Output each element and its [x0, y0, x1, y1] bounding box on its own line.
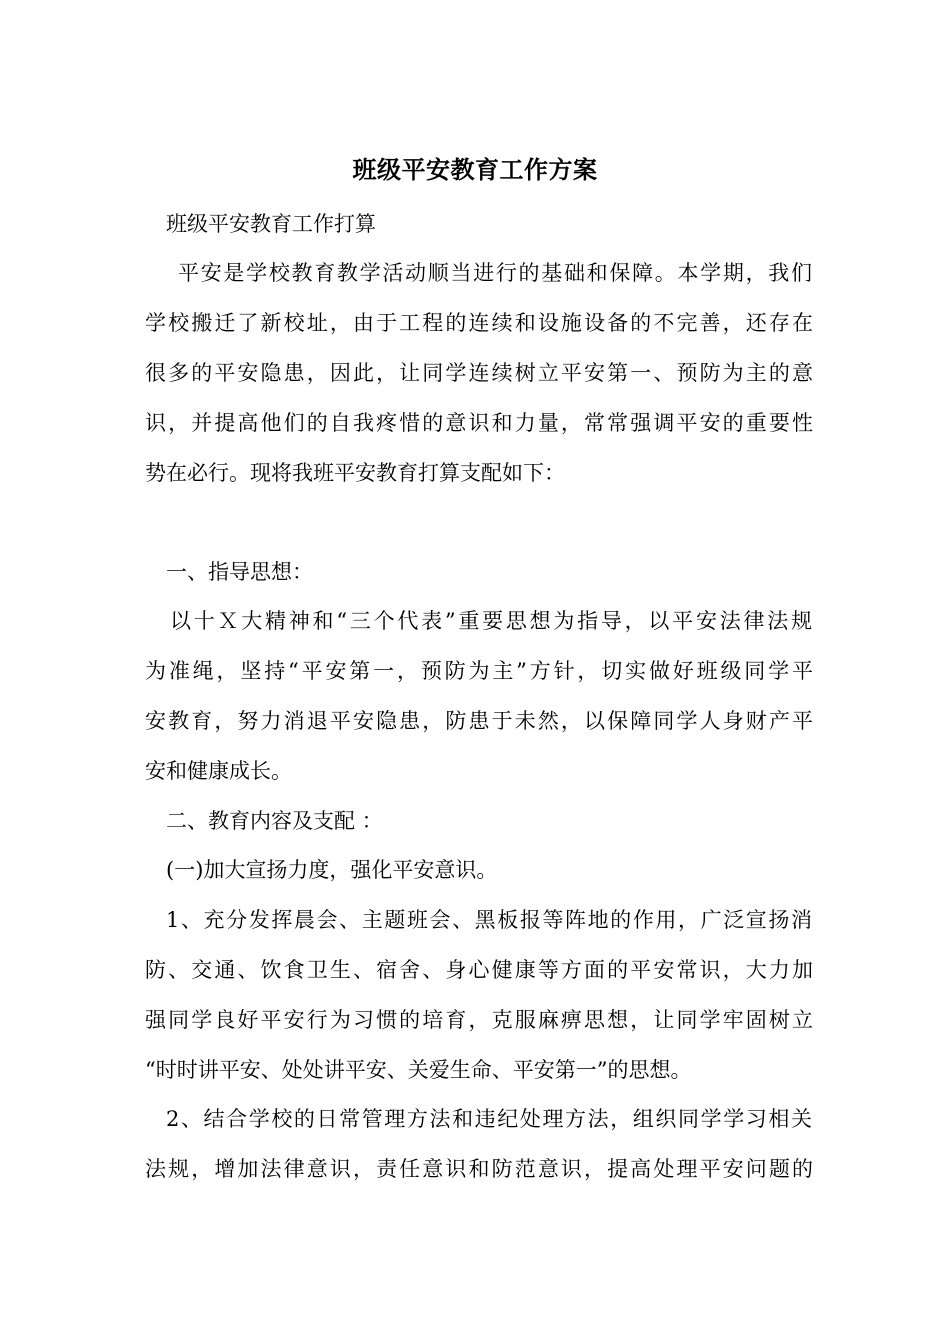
paragraph-line: 很多的平安隐患，因此，让同学连续树立平安第一、预防为主的意 — [145, 361, 813, 385]
section-heading: 二、教育内容及支配 ： — [166, 809, 383, 833]
paragraph-line: 防、交通、饮食卫生、宿舍、身心健康等方面的平安常识，大力加 — [145, 958, 813, 982]
paragraph-line: 识，并提高他们的自我疼惜的意识和力量，常常强调平安的重要性 — [145, 411, 813, 435]
paragraph-line: 学校搬迁了新校址，由于工程的连续和设施设备的不完善，还存在 — [145, 311, 813, 335]
document-title: 班级平安教育工作方案 — [352, 155, 598, 184]
paragraph-line: 2、结合学校的日常管理方法和违纪处理方法，组织同学学习相关 — [166, 1107, 812, 1131]
subsection-heading: (一)加大宣扬力度，强化平安意识。 — [166, 858, 498, 882]
paragraph-line: 安和健康成长。 — [145, 759, 292, 783]
paragraph-line: 为准绳，坚持“平安第一，预防为主”方针，切实做好班级同学平 — [145, 659, 813, 683]
paragraph-line: 1、充分发挥晨会、主题班会、黑板报等阵地的作用，广泛宣扬消 — [166, 908, 812, 932]
paragraph-line: “时时讲平安、处处讲平安、关爱生命、平安第一”的思想。 — [145, 1058, 692, 1082]
paragraph-line: 势在必行。现将我班平安教育打算支配如下： — [145, 461, 565, 485]
paragraph-line: 以十Ｘ大精神和“三个代表”重要思想为指导，以平安法律法规 — [170, 609, 812, 633]
paragraph-line: 法规，增加法律意识，责任意识和防范意识，提高处理平安问题的 — [145, 1157, 813, 1181]
subtitle-line: 班级平安教育工作打算 — [166, 212, 376, 236]
paragraph-line: 平安是学校教育教学活动顺当进行的基础和保障。本学期，我们 — [178, 261, 812, 285]
section-heading: 一、指导思想： — [166, 560, 313, 584]
paragraph-line: 强同学良好平安行为习惯的培育，克服麻痹思想，让同学牢固树立 — [145, 1008, 813, 1032]
paragraph-line: 安教育，努力消退平安隐患，防患于未然，以保障同学人身财产平 — [145, 709, 813, 733]
